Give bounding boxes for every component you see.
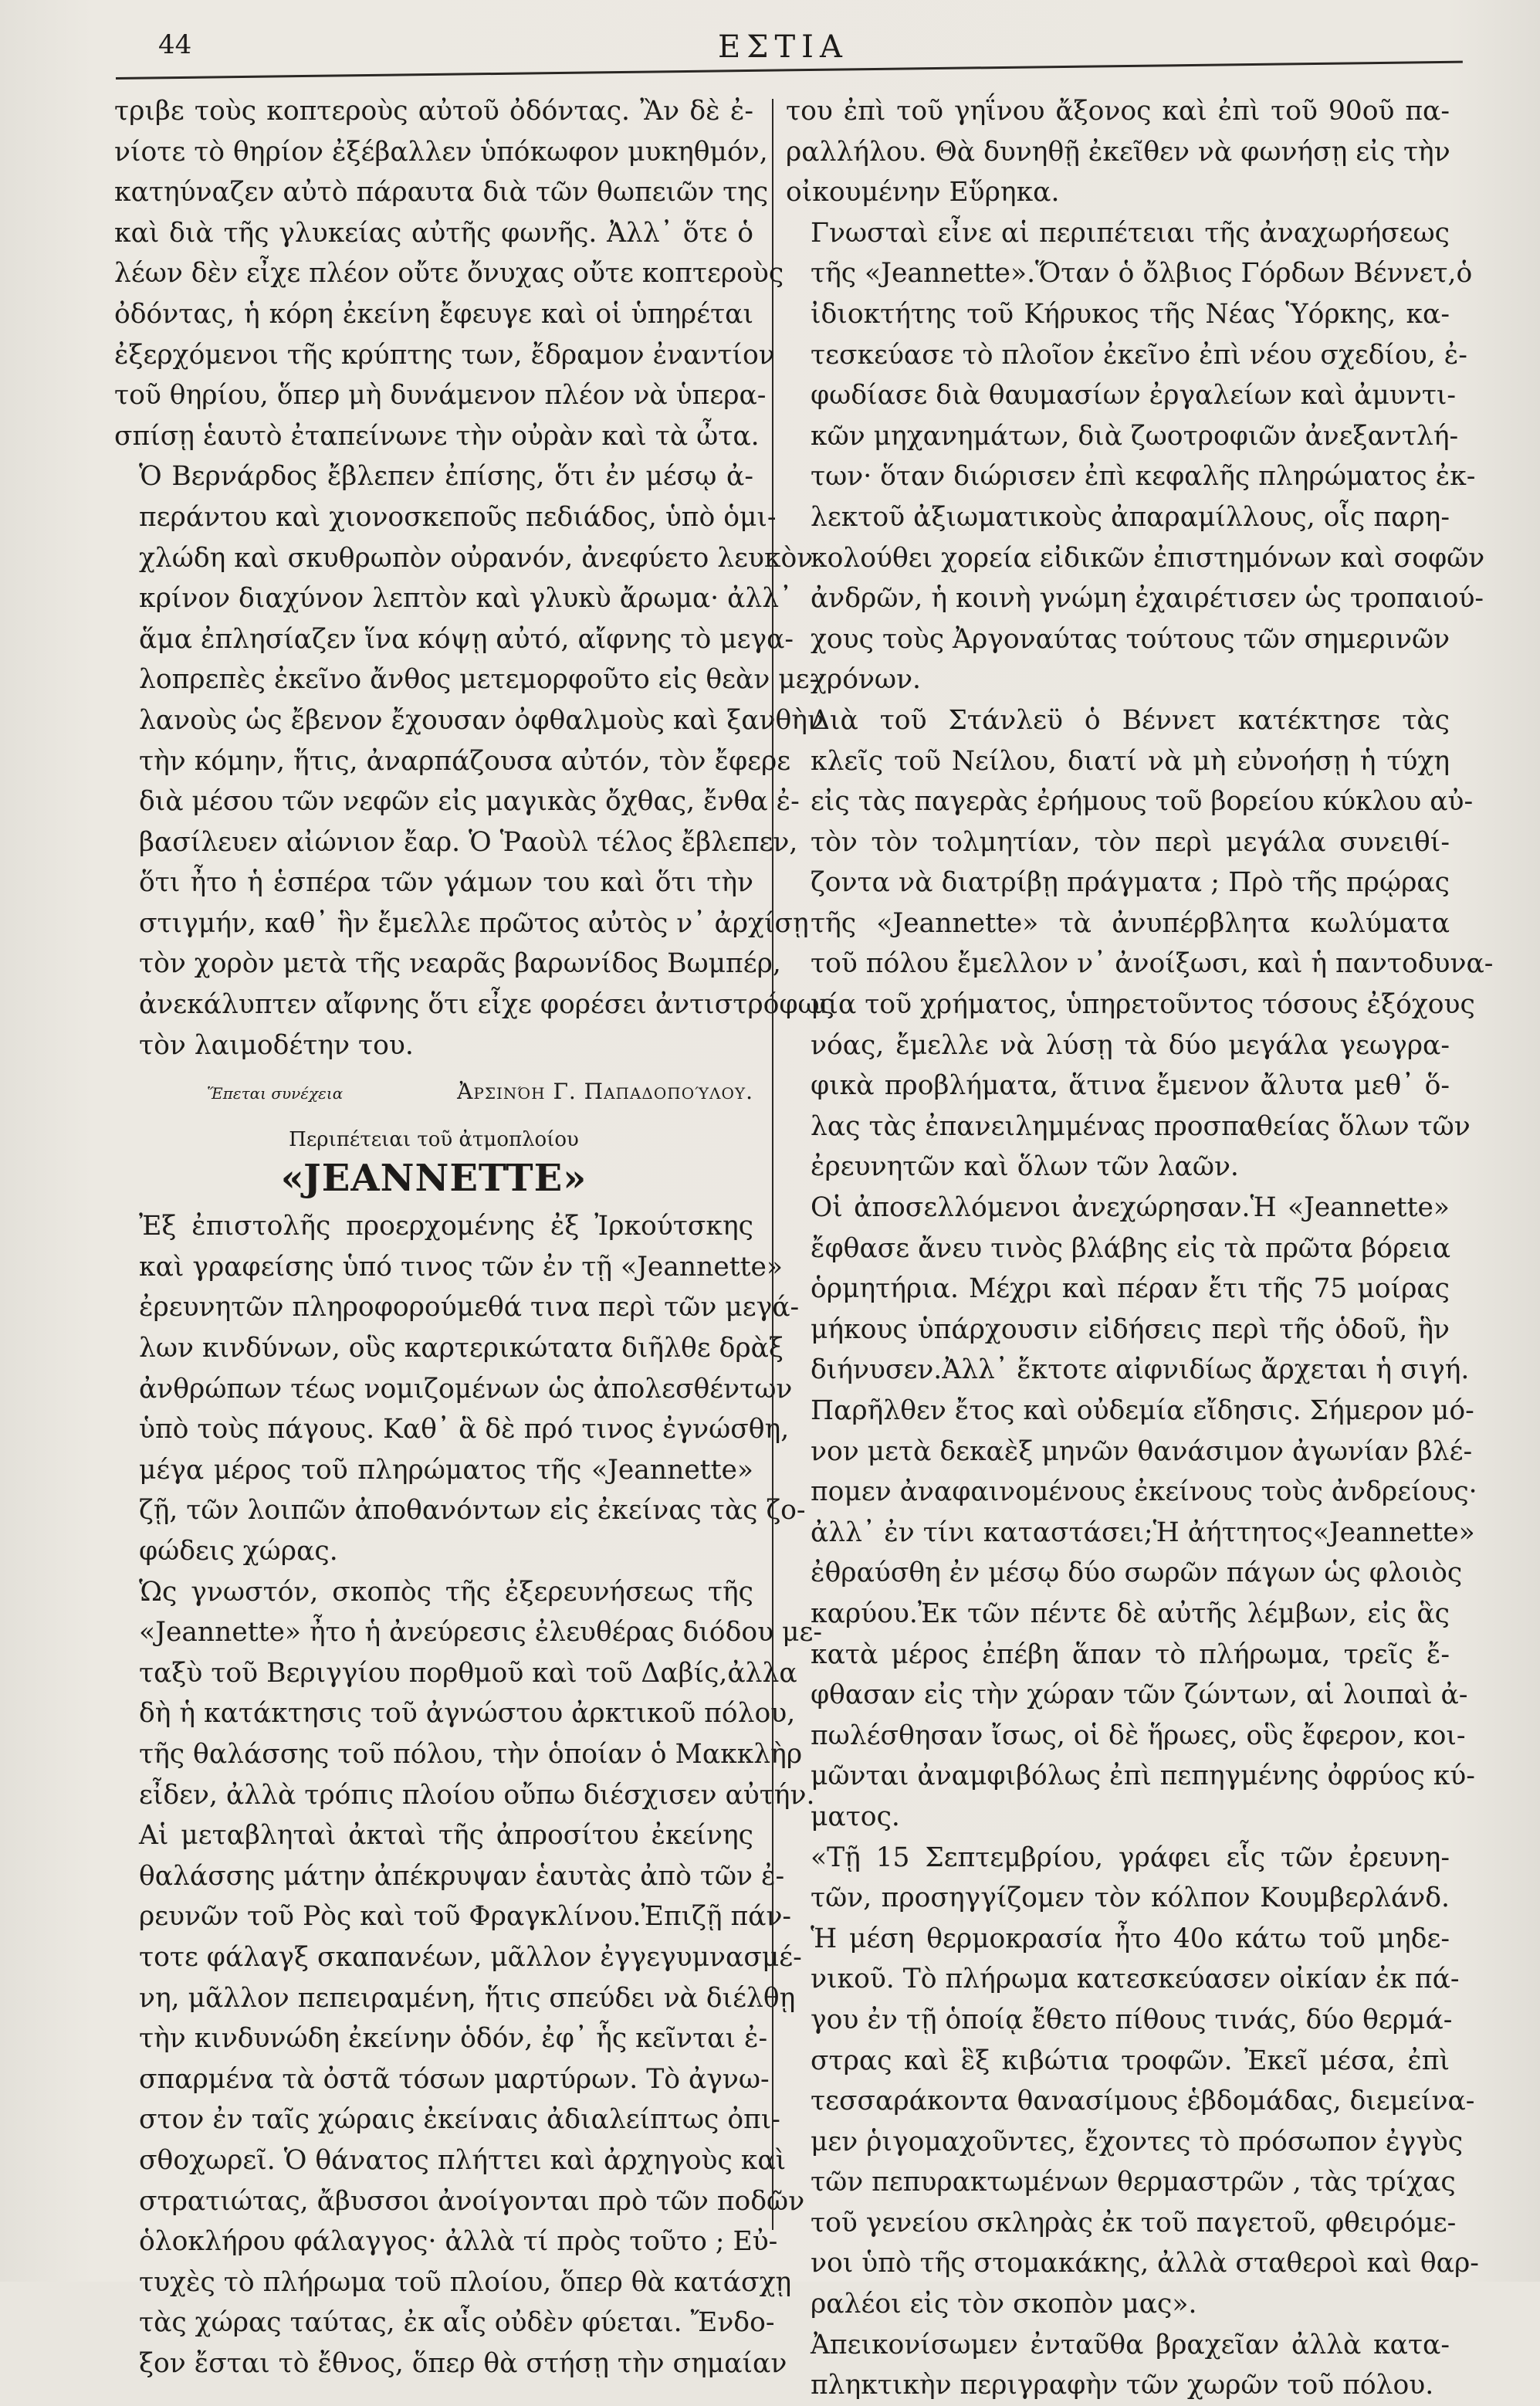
text-line: φωδίασε διὰ θαυμασίων ἐργαλείων καὶ ἀμυντι- [811,380,1457,412]
text-line: νικοῦ. Τὸ πλήρωμα κατεσκεύασεν οἰκίαν ἐκ πά- [811,1964,1460,1995]
text-line: σπαρμένα τὰ ὀστᾶ τόσων μαρτύρων. Τὸ ἀγνω- [139,2063,770,2095]
text-line: «Jeannette» ἦτο ἡ ἀνεύρεσις ἐλευθέρας διόδου με- [139,1617,823,1649]
text-line: ἐξερχόμενοι τῆς κρύπτης των, ἔδραμον ἐναντίον [114,339,775,371]
text-line: ἅμα ἐπλησίαζεν ἵνα κόψῃ αὐτό, αἴφνης τὸ μεγα- [139,623,794,655]
text-line: τῆς «Jeannette» τὰ ἀνυπέρβλητα κωλύματα [811,907,1450,939]
text-line: Ὡς γνωστόν, σκοπὸς τῆς ἐξερευνήσεως τῆς [139,1576,753,1608]
text-line: εἶδεν, ἀλλὰ τρόπις πλοίου οὔπω διέσχισεν αὐτήν. [139,1779,815,1811]
text-line: μήκους ὑπάρχουσιν εἰδήσεις περὶ τῆς ὁδοῦ, ἣν [811,1313,1450,1345]
text-line: οἰκουμένην Εὕρηκα. [786,177,1060,208]
text-line: φώδεις χώρας. [139,1536,338,1567]
text-line: ὀδόντας, ἡ κόρη ἐκείνη ἔφευγε καὶ οἱ ὑπηρέται [114,298,753,330]
text-line: Παρῆλθεν ἔτος καὶ οὐδεμία εἴδησις. Σήμερον μό- [811,1395,1474,1426]
page-number: 44 [158,29,192,60]
text-line: καρύου.Ἐκ τῶν πέντε δὲ αὐτῆς λέμβων, εἰς ἃς [811,1598,1450,1629]
text-line: πωλέσθησαν ἴσως, οἱ δὲ ἥρωες, οὓς ἔφερον, κοι- [811,1720,1466,1751]
text-line: μῶνται ἀναμφιβόλως ἐπὶ πεπηγμένης ὀφρύος κύ- [811,1760,1475,1792]
text-line: ἀλλ᾽ ἐν τίνι καταστάσει;Ἡ ἀήττητος«Jeannette» [811,1516,1475,1548]
text-line: θαλάσσης μάτην ἀπέκρυψαν ἑαυτὰς ἀπὸ τῶν ἐ- [139,1860,785,1892]
text-line: τῆς θαλάσσης τοῦ πόλου, τὴν ὁποίαν ὁ Μακκλὴρ [139,1738,803,1770]
text-line: Γνωσταὶ εἶνε αἱ περιπέτειαι τῆς ἀναχωρήσεως [811,217,1450,249]
text-line: κατὰ μέρος ἐπέβη ἅπαν τὸ πλήρωμα, τρεῖς ἔ- [811,1638,1450,1670]
text-line: καὶ διὰ τῆς γλυκείας αὐτῆς φωνῆς. Ἀλλ᾽ ὅτε ὁ [114,217,753,249]
right-column [786,91,1494,2406]
text-line: ταξὺ τοῦ Βεριγγίου πορθμοῦ καὶ τοῦ Δαβίς,ἀλλα [139,1657,797,1689]
paragraph [786,2325,1450,2406]
paragraph [114,1572,823,1816]
text-line: Ἐξ ἐπιστολῆς προερχομένης ἐξ Ἰρκούτσκης [139,1211,753,1242]
text-line: τριβε τοὺς κοπτεροὺς αὐτοῦ ὀδόντας. Ἂν δὲ ἐ- [114,96,753,127]
text-line: κατηύναζεν αὐτὸ πάραυτα διὰ τῶν θωπειῶν της [114,177,769,208]
text-line: ὅτι ἦτο ἡ ἑσπέρα τῶν γάμων του καὶ ὅτι τὴν [139,867,753,899]
text-line: στιγμήν, καθ᾽ ἣν ἔμελλε πρῶτος αὐτὸς ν᾽ ἀρχίσῃ [139,907,809,939]
author-name: Ἀρσινόη Γ. Παπαδοπούλου. [457,1079,753,1105]
text-line: τοῦ γενείου σκληρὰς ἐκ τοῦ παγετοῦ, φθειρόμε- [811,2207,1457,2238]
text-line: νη, μᾶλλον πεπειραμένη, ἥτις σπεύδει νὰ διέλθῃ [139,1982,796,2014]
text-line: τυχὲς τὸ πλήρωμα τοῦ πλοίου, ὅπερ θὰ κατάσχῃ [139,2266,792,2298]
text-line: ξον ἔσται τὸ ἔθνος, ὅπερ θὰ στήσῃ τὴν σημαίαν [139,2347,787,2379]
text-line: στρας καὶ ἓξ κιβώτια τροφῶν. Ἐκεῖ μέσα, ἐπὶ [811,2045,1450,2076]
paragraph [114,1206,806,1571]
text-line: Διὰ τοῦ Στάνλεϋ ὁ Βέννετ κατέκτησε τὰς [811,704,1450,736]
text-line: λοπρεπὲς ἐκεῖνο ἄνθος μετεμορφοῦτο εἰς θεὰν με- [139,664,819,696]
text-line: λεκτοῦ ἀξιωματικοὺς ἀπαραμίλλους, οἷς παρη- [811,501,1450,533]
text-line: Οἱ ἀποσελλόμενοι ἀνεχώρησαν.Ἡ «Jeannette» [811,1192,1450,1224]
text-line: λων κινδύνων, οὓς καρτερικώτατα διῆλθε δρὰξ [139,1333,784,1364]
text-line: νον μετὰ δεκαὲξ μηνῶν θανάσιμον ἀγωνίαν βλέ- [811,1435,1473,1467]
paragraph [786,1838,1479,2325]
text-line: τὰς χώρας ταύτας, ἐκ αἷς οὐδὲν φύεται. Ἔνδο- [139,2307,775,2339]
text-line: τὸν λαιμοδέτην του. [139,1029,414,1061]
text-line: τεσκεύασε τὸ πλοῖον ἐκεῖνο ἐπὶ νέου σχεδίου, ἐ- [811,339,1467,371]
text-line: ἐρευνητῶν πληροφορούμεθά τινα περὶ τῶν μεγά- [139,1292,800,1323]
article-title: «JEANNETTE» [280,1157,587,1201]
text-line: νίοτε τὸ θηρίον ἐξέβαλλεν ὑπόκωφον μυκηθμόν, [114,136,768,168]
text-line: χρόνων. [811,664,922,696]
text-line: μέγα μέρος τοῦ πληρώματος τῆς «Jeannette» [139,1454,753,1486]
text-line: εἰς τὰς παγερὰς ἐρήμους τοῦ βορείου κύκλου αὐ- [811,786,1474,818]
text-line: σθοχωρεῖ. Ὁ θάνατος πλήττει καὶ ἀρχηγοὺς καὶ [139,2144,787,2176]
text-line: χους τοὺς Ἀργοναύτας τούτους τῶν σημερινῶν [811,623,1450,655]
text-line: τῆς «Jeannette».Ὅταν ὁ ὄλβιος Γόρδων Βέννετ,ὁ [811,258,1473,290]
text-line: ἰδιοκτήτης τοῦ Κήρυκος τῆς Νέας Ὑόρκης, κα- [811,298,1450,330]
paragraph [114,91,784,456]
text-line: στον ἐν ταῖς χώραις ἐκείναις ἀδιαλείπτως ὀπι- [139,2104,780,2136]
signature-line [114,1076,753,1109]
text-line: λανοὺς ὡς ἔβενον ἔχουσαν ὀφθαλμοὺς καὶ ξανθὴν [139,704,824,736]
text-line: περάντου καὶ χιονοσκεποῦς πεδιάδος, ὑπὸ ὁμι- [139,501,777,533]
text-line: καὶ γραφείσης ὑπό τινος τῶν ἐν τῇ «Jeannette» [139,1251,784,1283]
text-line: κλεῖς τοῦ Νείλου, διατί νὰ μὴ εὐνοήσῃ ἡ τύχη [811,745,1450,777]
text-line: Ἡ μέση θερμοκρασία ἦτο 40ο κάτω τοῦ μηδε- [811,1923,1450,1954]
text-line: ζῇ, τῶν λοιπῶν ἀποθανόντων εἰς ἐκείνας τὰς ζο- [139,1495,806,1527]
text-line: Αἱ μεταβληταὶ ἀκταὶ τῆς ἀπροσίτου ἐκείνης [139,1820,753,1852]
text-line: μία τοῦ χρήματος, ὑπηρετοῦντος τόσους ἐξόχους [811,989,1475,1021]
text-line: ὁρμητήρια. Μέχρι καὶ πέραν ἔτι τῆς 75 μοίρας [811,1273,1450,1305]
text-line: μεν ῥιγομαχοῦντες, ἔχοντες τὸ πρόσωπον ἐγγὺς [811,2126,1464,2157]
text-line: των· ὅταν διώρισεν ἐπὶ κεφαλῆς πληρώματος ἐκ- [811,461,1476,493]
text-line: ἐρευνητῶν καὶ ὅλων τῶν λαῶν. [811,1151,1239,1183]
text-line: πομεν ἀναφαινομένους ἐκείνους τοὺς ἀνδρείους· [811,1476,1477,1508]
text-line: ρευνῶν τοῦ Ρὸς καὶ τοῦ Φραγκλίνου.Ἐπιζῇ πάν- [139,1901,792,1933]
text-line: κῶν μηχανημάτων, διὰ ζωοτροφιῶν ἀνεξαντλή- [811,420,1459,452]
text-line: ραλλήλου. Θὰ δυνηθῇ ἐκεῖθεν νὰ φωνήσῃ εἰς τὴν [786,136,1450,168]
text-line: ἐθραύσθη ἐν μέσῳ δύο σωρῶν πάγων ὡς φλοιὸς [811,1557,1463,1589]
text-line: κρίνον διαχύνον λεπτὸν καὶ γλυκὺ ἄρωμα· ἀλλ᾽ [139,583,793,615]
running-title: ΕΣΤΙΑ [718,29,848,65]
text-line: του ἐπὶ τοῦ γηΐνου ἄξονος καὶ ἐπὶ τοῦ 90οῦ πα- [786,96,1450,127]
text-line: τὴν κινδυνώδη ἐκείνην ὁδόν, ἐφ᾽ ἧς κεῖνται ἐ- [139,2023,768,2055]
text-line: φθασαν εἰς τὴν χώραν τῶν ζώντων, αἱ λοιπαὶ ἀ- [811,1679,1468,1711]
continued-note: Ἕπεται συνέχεια [207,1084,344,1103]
text-line: νόας, ἔμελλε νὰ λύσῃ τὰ δύο μεγάλα γεωγρα- [811,1029,1450,1061]
text-line: ἀνθρώπων τέως νομιζομένων ὡς ἀπολεσθέντων [139,1373,793,1405]
text-line: γου ἐν τῇ ὁποίᾳ ἔθετο πίθους τινάς, δύο θερμά- [811,2004,1453,2035]
text-line: ζοντα νὰ διατρίβῃ πράγματα ; Πρὸ τῆς πρῴρας [811,867,1450,899]
text-line: πληκτικὴν περιγραφὴν τῶν χωρῶν τοῦ πόλου. [811,2370,1434,2401]
text-line: «Τῇ 15 Σεπτεμβρίου, γράφει εἷς τῶν ἐρευνη- [811,1842,1450,1873]
text-line: τῶν πεπυρακτωμένων θερμαστρῶν , τὰς τρίχας [811,2167,1456,2198]
text-line: φικὰ προβλήματα, ἅτινα ἔμενον ἄλυτα μεθ᾽ ὅ- [811,1070,1450,1102]
text-line: ἀνεκάλυπτεν αἴφνης ὅτι εἶχε φορέσει ἀντιστρόφως [139,989,835,1021]
text-line: τοῦ θηρίου, ὅπερ μὴ δυνάμενον πλέον νὰ ὑπερα- [114,380,767,412]
paragraph [786,91,1450,213]
text-line: τοῦ πόλου ἔμελλον ν᾽ ἀνοίξωσι, καὶ ἡ παντοδυνα- [811,948,1494,980]
paragraph [786,700,1494,1188]
text-line: σπίσῃ ἑαυτὸ ἐταπείνωνε τὴν οὐρὰν καὶ τὰ ὦτα. [114,420,760,452]
text-line: διὰ μέσου τῶν νεφῶν εἰς μαγικὰς ὄχθας, ἔνθα ἐ- [139,786,800,818]
text-line: διήνυσεν.Ἀλλ᾽ ἔκτοτε αἰφνιδίως ἄρχεται ἡ σιγή. [811,1354,1470,1386]
text-line: τὸν τὸν τολμητίαν, τὸν περὶ μεγάλα συνειθί- [811,826,1450,858]
text-line: Ἀπεικονίσωμεν ἐνταῦθα βραχεῖαν ἀλλὰ κατα- [811,2329,1450,2360]
text-line: Ὁ Βερνάρδος ἔβλεπεν ἐπίσης, ὅτι ἐν μέσῳ ἀ- [139,461,753,493]
text-line: ραλέοι εἰς τὸν σκοπὸν μας». [811,2289,1197,2320]
text-line: νοι ὑπὸ τῆς στομακάκης, ἀλλὰ σταθεροὶ καὶ θαρ- [811,2248,1479,2279]
text-line: δὴ ἡ κατάκτησις τοῦ ἀγνώστου ἀρκτικοῦ πόλου, [139,1698,796,1730]
text-line: ἀνδρῶν, ἡ κοινὴ γνώμη ἐχαιρέτισεν ὡς τροπαιού- [811,583,1484,615]
text-line: τεσσαράκοντα θανασίμους ἑβδομάδας, διεμείνα- [811,2086,1475,2117]
left-column [114,91,835,2384]
text-line: στρατιώτας, ἄβυσσοι ἀνοίγονται πρὸ τῶν ποδῶν [139,2185,805,2217]
article-kicker: Περιπέτειαι τοῦ ἀτμοπλοίου [289,1128,579,1152]
paragraph [786,213,1485,700]
paragraph [786,1188,1477,1838]
text-line: τὴν κόμην, ἥτις, ἀναρπάζουσα αὐτόν, τὸν ἔφερε [139,745,791,777]
text-line: τῶν, προσηγγίζομεν τὸν κόλπον Κουμβερλάνδ. [811,1882,1450,1914]
text-line: λας τὰς ἐπανειλημμένας προσπαθείας ὅλων τῶν [811,1110,1471,1142]
text-line: ματος. [811,1801,900,1832]
text-line: βασίλευεν αἰώνιον ἔαρ. Ὁ Ῥαοὺλ τέλος ἔβλεπεν, [139,826,798,858]
text-line: ἔφθασε ἄνευ τινὸς βλάβης εἰς τὰ πρῶτα βόρεια [811,1232,1451,1264]
text-line: κολούθει χορεία εἰδικῶν ἐπιστημόνων καὶ σοφῶν [811,542,1485,574]
text-line: τὸν χορὸν μετὰ τῆς νεαρᾶς βαρωνίδος Βωμπέρ, [139,948,781,980]
paragraph [114,1815,805,2384]
text-line: λέων δὲν εἶχε πλέον οὔτε ὄνυχας οὔτε κοπτεροὺς [114,258,784,290]
text-line: ὑπὸ τοὺς πάγους. Καθ᾽ ἃ δὲ πρό τινος ἐγνώσθη, [139,1414,790,1445]
paragraph [114,456,835,1066]
text-line: τοτε φάλαγξ σκαπανέων, μᾶλλον ἐγγεγυμνασμέ- [139,1941,802,1973]
text-line: ὁλοκλήρου φάλαγγος· ἀλλὰ τί πρὸς τοῦτο ; Εὐ- [139,2226,778,2258]
text-line: χλώδη καὶ σκυθρωπὸν οὐρανόν, ἀνεφύετο λευκὸν [139,542,814,574]
